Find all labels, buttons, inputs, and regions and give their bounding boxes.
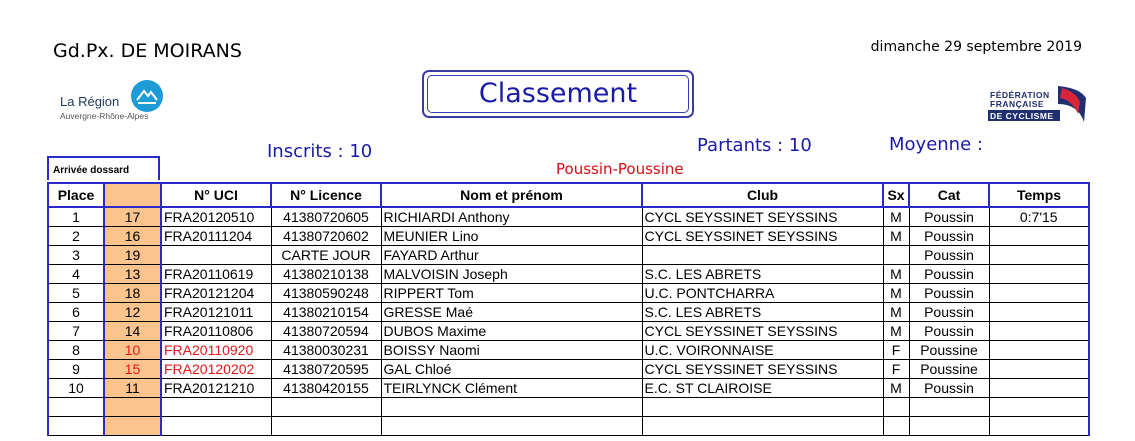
cell-uci: FRA20110920 — [161, 341, 271, 360]
cell-club: CYCL SEYSSINET SEYSSINS — [642, 360, 883, 379]
cell-club: CYCL SEYSSINET SEYSSINS — [642, 227, 883, 246]
column-header: Temps — [989, 183, 1089, 207]
cell-dossard: 17 — [104, 207, 161, 227]
cell-nom: TEIRLYNCK Clément — [381, 379, 642, 398]
column-header: N° UCI — [161, 183, 271, 207]
cell-club: U.C. VOIRONNAISE — [642, 341, 883, 360]
cell-uci — [161, 246, 271, 265]
cell-empty — [271, 398, 381, 417]
cell-place: 8 — [48, 341, 104, 360]
cell-cat: Poussine — [909, 341, 989, 360]
cell-empty — [642, 398, 883, 417]
event-title: Gd.Px. DE MOIRANS — [53, 40, 242, 62]
column-header: Place — [48, 183, 104, 207]
table-row — [48, 360, 1089, 379]
cell-sx: M — [883, 322, 909, 341]
column-header: N° Licence — [271, 183, 381, 207]
cell-cat: Poussin — [909, 246, 989, 265]
results-body — [48, 207, 1089, 435]
cell-temps — [989, 303, 1089, 322]
cell-place: 9 — [48, 360, 104, 379]
ffc-logo-line3: DE CYCLISME — [990, 111, 1054, 121]
classement-title-box — [422, 70, 694, 118]
cell-temps — [989, 246, 1089, 265]
cell-sx — [883, 246, 909, 265]
table-row — [48, 207, 1089, 227]
cell-dossard: 16 — [104, 227, 161, 246]
cell-cat: Poussin — [909, 207, 989, 227]
cell-licence: 41380420155 — [271, 379, 381, 398]
cell-sx: M — [883, 227, 909, 246]
cell-licence: 41380720605 — [271, 207, 381, 227]
cell-cat: Poussin — [909, 379, 989, 398]
table-row — [48, 246, 1089, 265]
partants-count: Partants : 10 — [697, 135, 812, 156]
cell-club: E.C. ST CLAIROISE — [642, 379, 883, 398]
cell-temps — [989, 227, 1089, 246]
cell-empty — [909, 398, 989, 417]
cell-temps: 0:7'15 — [989, 207, 1089, 227]
cell-licence: 41380030231 — [271, 341, 381, 360]
cell-nom: GAL Chloé — [381, 360, 642, 379]
cell-empty — [48, 398, 104, 417]
ffc-logo-line2: FRANÇAISE — [990, 99, 1045, 109]
cell-empty — [161, 416, 271, 435]
page-title: Classement — [478, 78, 638, 109]
cell-dossard: 15 — [104, 360, 161, 379]
column-header: Nom et prénom — [381, 183, 642, 207]
table-row — [48, 322, 1089, 341]
cell-empty — [104, 416, 161, 435]
cell-temps — [989, 265, 1089, 284]
column-header: Club — [642, 183, 883, 207]
table-header-row — [48, 183, 1089, 207]
cell-empty — [381, 398, 642, 417]
cell-cat: Poussin — [909, 284, 989, 303]
table-row — [48, 227, 1089, 246]
empty-row — [48, 416, 1089, 435]
cell-club: CYCL SEYSSINET SEYSSINS — [642, 207, 883, 227]
category-label: Poussin-Poussine — [556, 160, 684, 178]
cell-place: 3 — [48, 246, 104, 265]
cell-dossard: 18 — [104, 284, 161, 303]
table-row — [48, 303, 1089, 322]
cell-place: 5 — [48, 284, 104, 303]
cell-place: 2 — [48, 227, 104, 246]
cell-sx: M — [883, 284, 909, 303]
cell-empty — [642, 416, 883, 435]
cell-cat: Poussin — [909, 265, 989, 284]
cell-dossard: 13 — [104, 265, 161, 284]
cell-uci: FRA20111204 — [161, 227, 271, 246]
table-row — [48, 341, 1089, 360]
cell-club: S.C. LES ABRETS — [642, 265, 883, 284]
cell-place: 10 — [48, 379, 104, 398]
cell-licence: 41380720595 — [271, 360, 381, 379]
cell-sx: M — [883, 265, 909, 284]
cell-empty — [883, 416, 909, 435]
cell-empty — [883, 398, 909, 417]
cell-licence: CARTE JOUR — [271, 246, 381, 265]
cell-sx: F — [883, 360, 909, 379]
column-header: Sx — [883, 183, 909, 207]
cell-dossard: 19 — [104, 246, 161, 265]
column-header: Cat — [909, 183, 989, 207]
cell-empty — [989, 398, 1089, 417]
cell-nom: RIPPERT Tom — [381, 284, 642, 303]
moyenne-label: Moyenne : — [889, 134, 983, 155]
region-logo-line2: Auvergne-Rhône-Alpes — [60, 111, 149, 121]
cell-licence: 41380720602 — [271, 227, 381, 246]
cell-dossard: 14 — [104, 322, 161, 341]
arrivee-dossard-label: Arrivée dossard — [53, 165, 130, 176]
cell-empty — [104, 398, 161, 417]
cell-uci: FRA20121204 — [161, 284, 271, 303]
cell-licence: 41380590248 — [271, 284, 381, 303]
cell-nom: FAYARD Arthur — [381, 246, 642, 265]
table-row — [48, 379, 1089, 398]
ffc-logo-line1: FÉDÉRATION — [990, 90, 1050, 100]
cell-club: U.C. PONTCHARRA — [642, 284, 883, 303]
column-header — [104, 183, 161, 207]
cell-cat: Poussine — [909, 360, 989, 379]
arrivee-dossard-header — [47, 156, 160, 180]
cell-cat: Poussin — [909, 322, 989, 341]
cell-place: 7 — [48, 322, 104, 341]
table-row — [48, 265, 1089, 284]
cell-uci: FRA20120510 — [161, 207, 271, 227]
cell-nom: BOISSY Naomi — [381, 341, 642, 360]
cell-place: 4 — [48, 265, 104, 284]
cell-dossard: 11 — [104, 379, 161, 398]
region-logo — [59, 80, 179, 125]
cell-licence: 41380210138 — [271, 265, 381, 284]
cell-uci: FRA20110806 — [161, 322, 271, 341]
cell-temps — [989, 379, 1089, 398]
cell-empty — [989, 416, 1089, 435]
cell-temps — [989, 341, 1089, 360]
cell-empty — [381, 416, 642, 435]
table-row — [48, 284, 1089, 303]
cell-licence: 41380210154 — [271, 303, 381, 322]
cell-temps — [989, 284, 1089, 303]
cell-cat: Poussin — [909, 227, 989, 246]
cell-nom: RICHIARDI Anthony — [381, 207, 642, 227]
cell-empty — [909, 416, 989, 435]
cell-uci: FRA20110619 — [161, 265, 271, 284]
cell-sx: F — [883, 341, 909, 360]
cell-uci: FRA20121011 — [161, 303, 271, 322]
inscrits-count: Inscrits : 10 — [267, 141, 373, 162]
cell-nom: MEUNIER Lino — [381, 227, 642, 246]
cell-dossard: 12 — [104, 303, 161, 322]
cell-licence: 41380720594 — [271, 322, 381, 341]
cell-empty — [161, 398, 271, 417]
cell-nom: MALVOISIN Joseph — [381, 265, 642, 284]
event-date: dimanche 29 septembre 2019 — [870, 39, 1082, 55]
cell-empty — [271, 416, 381, 435]
cell-sx: M — [883, 207, 909, 227]
ffc-logo — [988, 84, 1088, 124]
cell-uci: FRA20121210 — [161, 379, 271, 398]
cell-club — [642, 246, 883, 265]
cell-temps — [989, 360, 1089, 379]
cell-place: 1 — [48, 207, 104, 227]
cell-nom: GRESSE Maé — [381, 303, 642, 322]
cell-sx: M — [883, 379, 909, 398]
cell-place: 6 — [48, 303, 104, 322]
cell-sx: M — [883, 303, 909, 322]
cell-cat: Poussin — [909, 303, 989, 322]
cell-club: S.C. LES ABRETS — [642, 303, 883, 322]
cell-uci: FRA20120202 — [161, 360, 271, 379]
cell-dossard: 10 — [104, 341, 161, 360]
mountain-icon — [131, 80, 163, 112]
region-logo-line1: La Région — [60, 94, 120, 109]
cell-temps — [989, 322, 1089, 341]
cell-empty — [48, 416, 104, 435]
results-table — [47, 182, 1090, 436]
empty-row — [48, 398, 1089, 417]
cell-nom: DUBOS Maxime — [381, 322, 642, 341]
cell-club: CYCL SEYSSINET SEYSSINS — [642, 322, 883, 341]
